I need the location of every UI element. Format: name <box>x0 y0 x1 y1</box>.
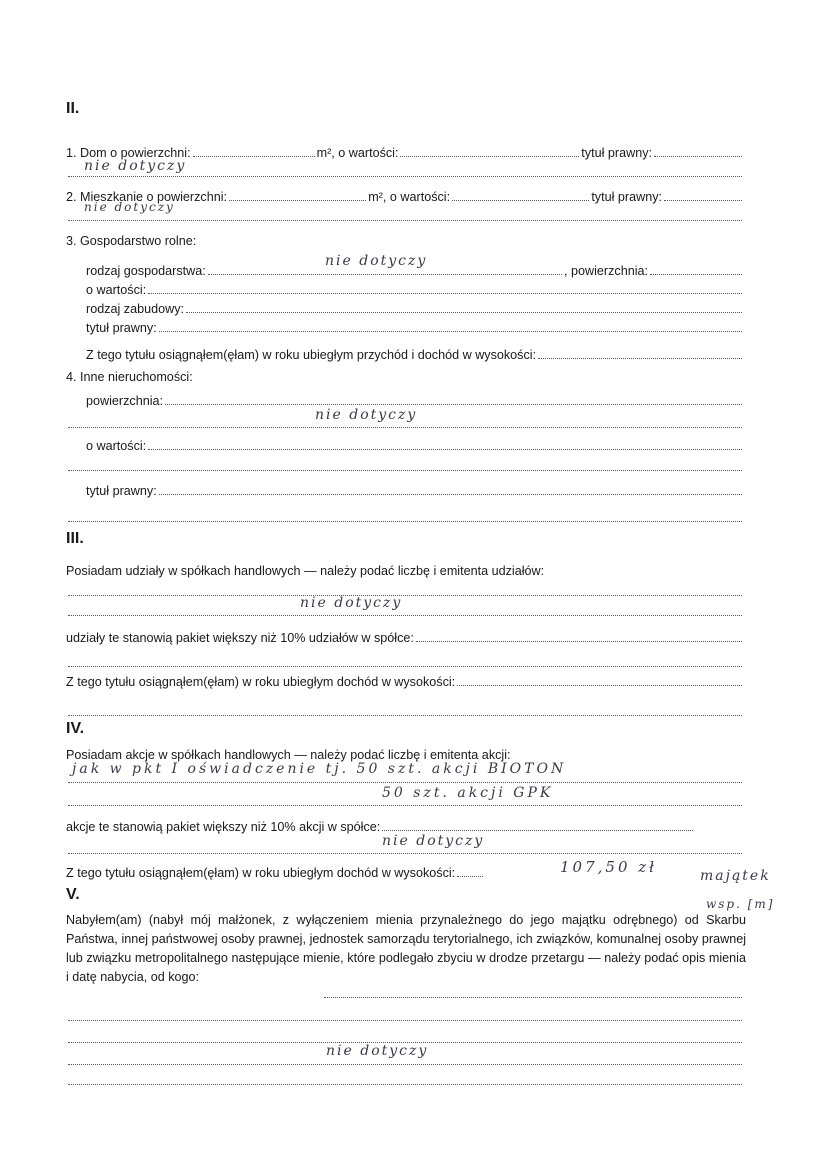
dom-title-field[interactable] <box>654 156 742 157</box>
gospodarstwo-dochod-row <box>86 346 744 362</box>
akcje-handwritten-amount: 107,50 zł <box>560 858 658 876</box>
inne-wartosc-field[interactable] <box>148 449 742 450</box>
gospodarstwo-wartosc-field[interactable] <box>148 293 742 294</box>
inne-tytul-row <box>86 482 744 498</box>
akcje-dochod-row <box>66 864 485 880</box>
mieszkanie-area-field[interactable] <box>229 200 366 201</box>
gospodarstwo-wartosc-label: o wartości: <box>86 283 147 297</box>
udzialy-dochod-field[interactable] <box>457 685 742 686</box>
gospodarstwo-dochod-label: Z tego tytułu osiągnąłem(ęłam) w roku ubiegłym przychód i dochód w wysokości: <box>86 348 537 362</box>
gospodarstwo-zabudowa-field[interactable] <box>186 312 742 313</box>
akcje-row <box>66 746 744 762</box>
inne-handwritten: nie dotyczy <box>315 407 418 423</box>
gospodarstwo-rodzaj-field[interactable] <box>208 274 562 275</box>
mienie-extra-row-1[interactable] <box>66 1008 744 1024</box>
inne-tytul-field[interactable] <box>159 494 742 495</box>
udzialy-row <box>66 562 744 578</box>
gospodarstwo-label: 3. Gospodarstwo rolne: <box>66 234 197 248</box>
inne-wartosc-label: o wartości: <box>86 439 147 453</box>
dom-area-field[interactable] <box>193 156 315 157</box>
gospodarstwo-wartosc-row <box>86 281 744 297</box>
inne-powierzchnia-row <box>86 392 744 408</box>
mienie-extra-row-4[interactable] <box>66 1072 744 1088</box>
udzialy-pakiet-row <box>66 629 744 645</box>
udzialy-field-1[interactable] <box>66 583 744 599</box>
mieszkanie-title-field[interactable] <box>664 200 742 201</box>
akcje-dochod-field[interactable] <box>457 876 483 877</box>
section-v-title: V. <box>66 886 80 903</box>
inne-powierzchnia-field[interactable] <box>165 404 742 405</box>
gospodarstwo-rodzaj-label: rodzaj gospodarstwa: <box>86 264 206 278</box>
udzialy-field-2[interactable] <box>66 603 744 619</box>
gospodarstwo-powierzchnia-field[interactable] <box>650 274 742 275</box>
udzialy-label: Posiadam udziały w spółkach handlowych — należy podać liczbę i emitenta udziałów: <box>66 564 545 578</box>
dom-handwritten: nie dotyczy <box>84 158 187 174</box>
gospodarstwo-dochod-field[interactable] <box>538 358 742 359</box>
akcje-handwritten-note-2: wsp. [m] <box>706 897 775 911</box>
udzialy-pakiet-field[interactable] <box>416 641 742 642</box>
akcje-handwritten-2: 50 szt. akcji GPK <box>382 785 554 801</box>
section-ii-title: II. <box>66 100 80 117</box>
udzialy-pakiet-label: udziały te stanowią pakiet większy niż 10% udziałów w spółce: <box>66 631 414 645</box>
inne-extra-row-3[interactable] <box>66 509 744 525</box>
gospodarstwo-tytul-field[interactable] <box>159 331 742 332</box>
gospodarstwo-tytul-label: tytuł prawny: <box>86 321 157 335</box>
akcje-handwritten-1: jak w pkt I oświadczenie tj. 50 szt. akcji BIOTON <box>72 761 567 777</box>
akcje-pakiet-label: akcje te stanowią pakiet większy niż 10% akcji w spółce: <box>66 820 381 834</box>
section-iv-title: IV. <box>66 720 85 737</box>
section-iii-title: III. <box>66 530 84 547</box>
mieszkanie-handwritten: nie dotyczy <box>84 200 175 214</box>
udzialy-dochod-label: Z tego tytułu osiągnąłem(ęłam) w roku ubiegłym dochód w wysokości: <box>66 675 456 689</box>
akcje-handwritten-3: nie dotyczy <box>382 833 485 849</box>
dom-label: 1. Dom o powierzchni: <box>66 146 191 160</box>
mieszkanie-m2-label: m², o wartości: <box>368 190 451 204</box>
mienie-handwritten: nie dotyczy <box>326 1043 429 1059</box>
inne-label: 4. Inne nieruchomości: <box>66 370 193 384</box>
akcje-handwritten-note-1: majątek <box>700 868 771 884</box>
akcje-pakiet-field[interactable] <box>382 830 693 831</box>
inne-wartosc-row <box>86 437 744 453</box>
inne-powierzchnia-label: powierzchnia: <box>86 394 164 408</box>
dom-title-label: tytuł prawny: <box>581 146 652 160</box>
mienie-field[interactable] <box>322 985 744 1001</box>
inne-extra-row-2[interactable] <box>66 458 744 474</box>
udzialy-dochod-extra[interactable] <box>66 703 744 719</box>
akcje-pakiet-row <box>66 818 695 834</box>
dom-m2-label: m², o wartości: <box>316 146 399 160</box>
inne-tytul-label: tytuł prawny: <box>86 484 157 498</box>
akcje-label: Posiadam akcje w spółkach handlowych — należy podać liczbę i emitenta akcji: <box>66 748 511 762</box>
mieszkanie-title-label: tytuł prawny: <box>591 190 663 204</box>
udzialy-dochod-row <box>66 673 744 689</box>
udzialy-extra-row[interactable] <box>66 654 744 670</box>
gospodarstwo-heading <box>66 232 744 248</box>
inne-heading <box>66 368 744 384</box>
gospodarstwo-zabudowa-label: rodzaj zabudowy: <box>86 302 185 316</box>
mienie-paragraph: Nabyłem(am) (nabył mój małżonek, z wyłączeniem mienia przynależnego do jego majątku odrębnego) od Skarbu Państwa, innej państwowej osoby prawnej, jednostek samorządu terytorialnego, ich związków, komunalnej osoby prawnej lub związku metropolitalnego następujące mienie, które podlegało zbyciu w drodze przetargu — należy podać opis mienia i datę nabycia, od kogo: <box>66 913 746 984</box>
akcje-dochod-label: Z tego tytułu osiągnąłem(ęłam) w roku ubiegłym dochód w wysokości: <box>66 866 456 880</box>
mieszkanie-label: 2. Mieszkanie o powierzchni: <box>66 190 227 204</box>
gospodarstwo-tytul-row <box>86 319 744 335</box>
gospodarstwo-handwritten: nie dotyczy <box>325 253 428 269</box>
gospodarstwo-zabudowa-row <box>86 300 744 316</box>
udzialy-handwritten: nie dotyczy <box>300 595 403 611</box>
dom-value-field[interactable] <box>400 156 579 157</box>
mieszkanie-value-field[interactable] <box>452 200 589 201</box>
gospodarstwo-powierzchnia-label: , powierzchnia: <box>564 264 648 278</box>
